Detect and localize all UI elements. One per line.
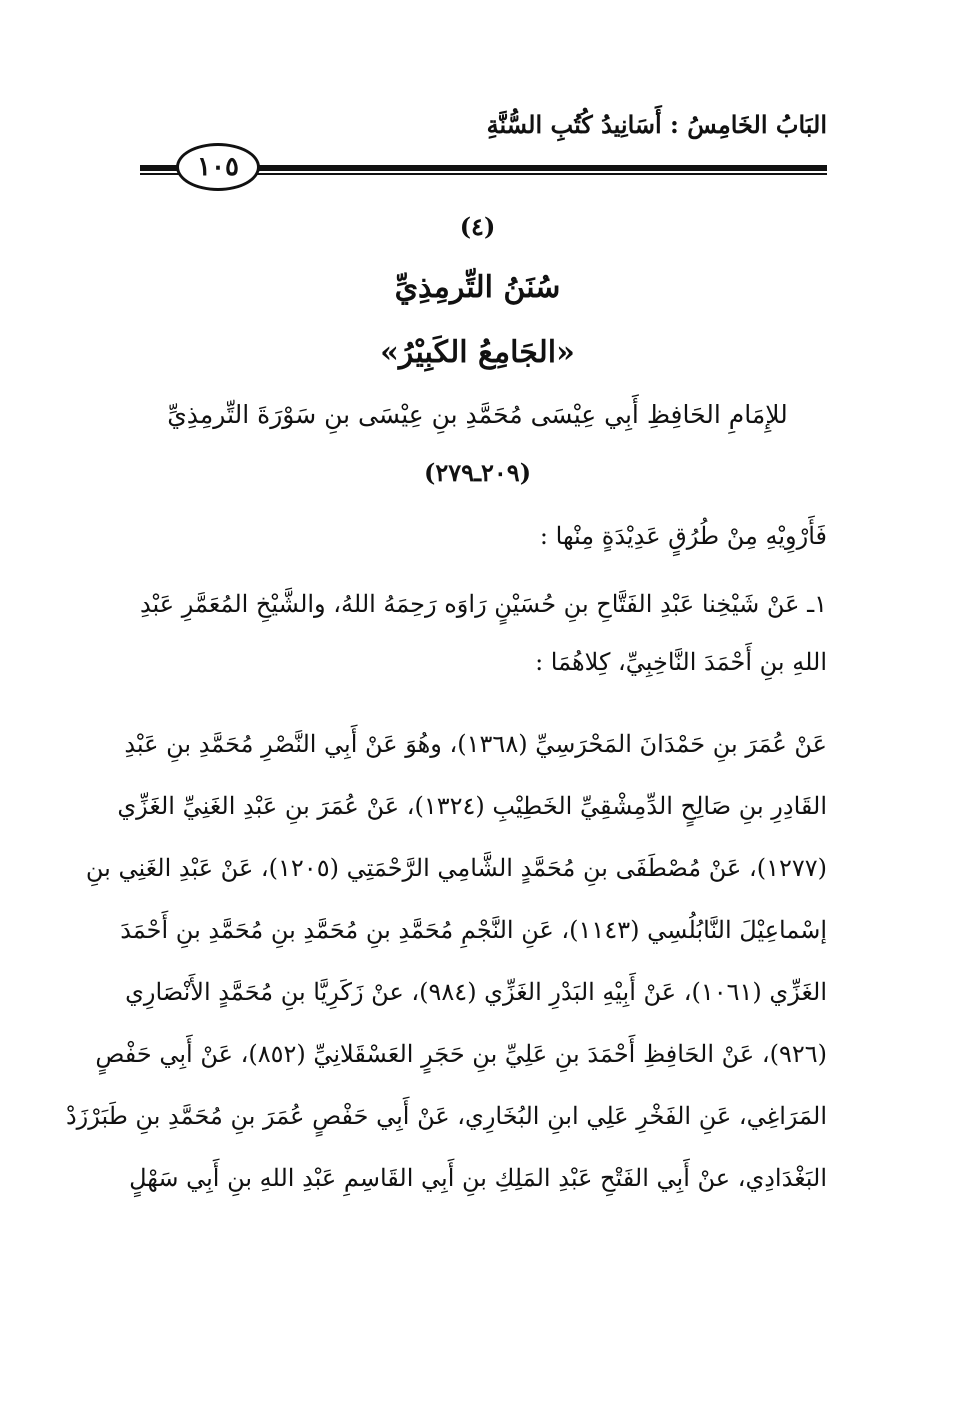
text-line: المَرَاغِي، عَنِ الفَخْرِ عَلِي ابنِ البُخَارِي، عَنْ أَبِي حَفْصٍ عُمَرَ بنِ مُحَمَّدِ بنِ طَبَرْزَدْ [65, 1102, 827, 1130]
text-line: الغَزِّي (١٠٦١)، عَنْ أَبِيْهِ البَدْرِ الغَزِّي (٩٨٤)، عنْ زَكَرِيَّا بنِ مُحَمَّدٍ الأَنْصَارِي [125, 978, 827, 1006]
text-line: عَنْ عُمَرَ بنِ حَمْدَانَ المَحْرَسِيِّ (١٣٦٨)، وهُوَ عَنْ أَبِي النَّصْرِ مُحَمَّدِ بنِ عَبْدِ [124, 730, 827, 758]
book-subtitle: «الجَامِعُ الكَبِيْرُ» [380, 335, 575, 370]
page-number-badge [176, 143, 260, 191]
text-line: القَادِرِ بنِ صَالِحٍ الدِّمِشْقِيِّ الخَطِيْبِ (١٣٢٤)، عَنْ عُمَرَ بنِ عَبْدِ الغَنِيِّ الغَزِّي [117, 792, 827, 820]
text-line: ١ـ عَنْ شَيْخِنا عَبْدِ الفَتَّاحِ بنِ حُسَيْنٍ رَاوَه رَحِمَهُ اللهُ، والشَّيْخِ المُعَمَّرِ عَبْدِ [139, 590, 827, 618]
text-line: إسْماعِيْلَ النَّابُلُسِي (١١٤٣)، عَنِ النَّجْمِ مُحَمَّدِ بنِ مُحَمَّدِ بنِ مُحَمَّدِ بنِ أَحْمَدَ [120, 916, 827, 944]
text-line: (٩٢٦)، عَنْ الحَافِظِ أَحْمَدَ بنِ عَلِيِّ بنِ حَجَرٍ العَسْقَلانِيِّ (٨٥٢)، عَنْ أَبِي حَفْصٍ [95, 1040, 827, 1068]
intro-line: فَأَرْوِيْهِ مِنْ طُرُقٍ عَدِيْدَةٍ مِنْها : [539, 522, 827, 550]
page-number: ١٠٥ [197, 152, 239, 182]
section-number: (٤) [459, 212, 496, 241]
text-line: (١٢٧٧)، عَنْ مُصْطَفَى بنِ مُحَمَّدٍ الشَّامِي الرَّحْمَتِي (١٢٠٥)، عَنْ عَبْدِ الغَنِي بنِ [85, 854, 827, 882]
running-header-title: البَابُ الخَامِسُ : أَسَانِيدُ كُتُبِ السُّنَّةِ [486, 110, 827, 139]
author-line: للإِمَامِ الحَافِظِ أَبِي عِيْسَى مُحَمَّدِ بنِ عِيْسَى بنِ سَوْرَةَ التِّرمِذِيِّ [167, 400, 788, 429]
book-title: سُنَنُ التِّرمِذِيِّ [394, 270, 561, 305]
author-dates: (٢٠٩ـ٢٧٩) [423, 458, 532, 487]
text-line: اللهِ بنِ أَحْمَدَ النَّاخِبِيِّ، كِلاهُمَا : [535, 648, 827, 676]
text-line: البَغْدَادِي، عنْ أَبِي الفَتْحِ عَبْدِ المَلِكِ بنِ أَبِي القَاسِمِ عَبْدِ اللهِ بنِ أَبِي سَهْلٍ [129, 1164, 827, 1192]
